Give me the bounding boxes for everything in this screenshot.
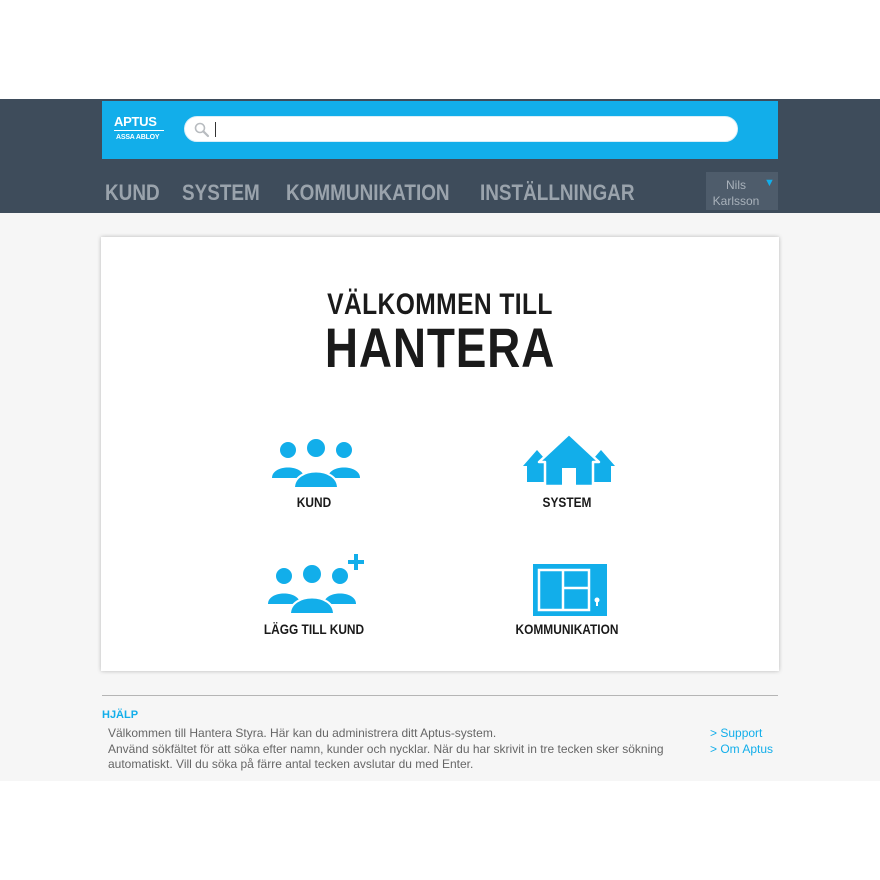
tile-add-customer[interactable] [214,548,414,640]
nav-item-system[interactable]: SYSTEM [182,180,260,205]
help-divider [102,695,778,696]
houses-icon [521,432,617,488]
tile-kund[interactable] [214,430,414,520]
door-panel-icon [533,564,607,616]
nav-item-kund[interactable]: KUND [105,180,160,205]
help-text [108,726,698,773]
search-icon [193,121,211,139]
help-links [710,726,773,757]
tile-kommunikation-label: KOMMUNIKATION [515,621,619,637]
support-link[interactable]: > Support [710,726,763,740]
add-people-icon [264,550,368,616]
tile-kommunikation[interactable] [467,560,667,640]
nav-item-kommunikation[interactable]: KOMMUNIKATION [286,180,450,205]
user-last-name: Karlsson [712,194,760,208]
help-line: Välkommen till Hantera Styra. Här kan du administrera ditt Aptus-system. [108,726,497,740]
tile-kund-label: KUND [296,494,332,510]
tile-system[interactable] [467,430,667,520]
aptus-logo[interactable] [114,114,166,148]
logo-text: APTUS [114,114,157,129]
text-caret [215,122,216,137]
nav-item-installningar[interactable]: INSTÄLLNINGAR [480,180,635,205]
tile-add-customer-label: LÄGG TILL KUND [263,621,365,637]
chevron-down-icon: ▼ [764,177,775,189]
user-menu[interactable] [706,172,778,210]
about-aptus-link[interactable]: > Om Aptus [710,741,774,756]
help-line: Använd sökfältet för att söka efter namn, kunder och nycklar. När du har skrivit in tre tecken sker sökning automatiskt. Vill du söka på färre antal tecken avslutar du med Enter. [108,741,664,771]
help-title: HJÄLP [102,709,139,721]
search-box[interactable] [184,116,738,142]
user-name [706,177,766,209]
welcome-title: HANTERA [324,316,556,379]
search-input[interactable] [213,120,713,138]
welcome-heading: VÄLKOMMEN TILL [327,288,553,321]
people-icon [268,438,364,488]
logo-divider [114,130,164,131]
user-first-name: Nils [726,178,746,192]
tile-system-label: SYSTEM [542,494,592,510]
logo-subtext: ASSA ABLOY [116,134,160,141]
